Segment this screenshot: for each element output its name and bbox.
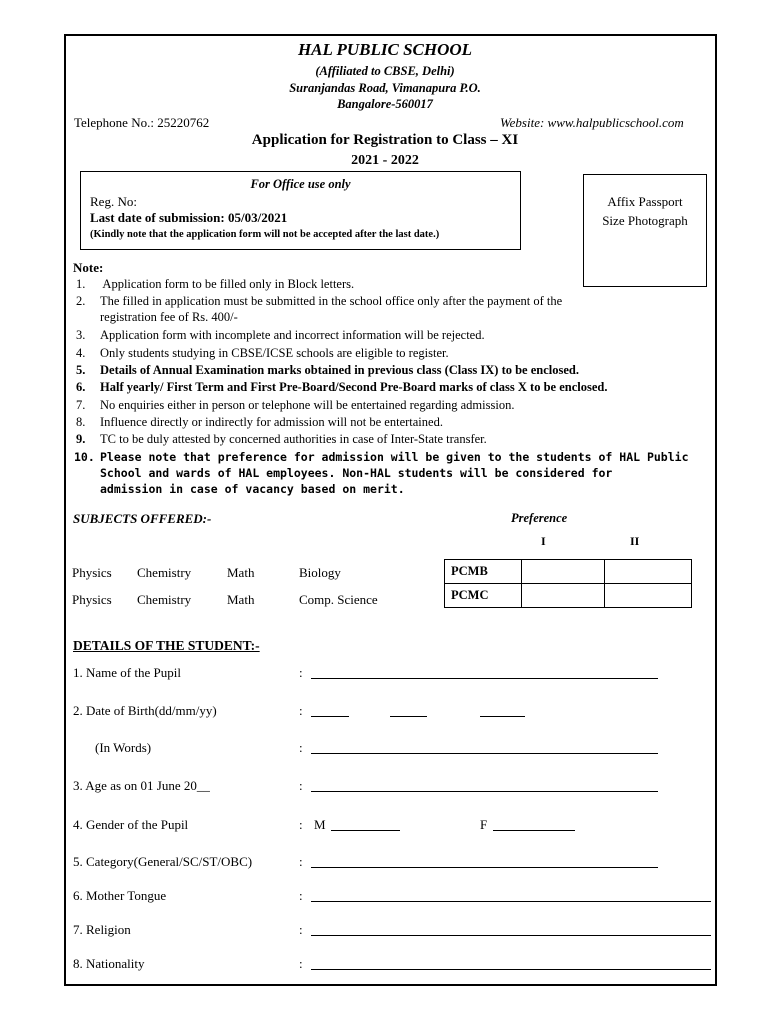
colon: : <box>299 956 303 971</box>
school-name: HAL PUBLIC SCHOOL <box>297 40 473 59</box>
dob-words-label: (In Words) <box>95 740 152 755</box>
form-title: Application for Registration to Class – XI <box>251 132 519 148</box>
stream-code-pcmc: PCMC <box>445 584 522 608</box>
colon: : <box>299 665 303 680</box>
nationality-field[interactable] <box>311 969 711 970</box>
name-field[interactable] <box>311 678 658 679</box>
table-row <box>445 560 692 584</box>
note-item: 4. Only students studying in CBSE/ICSE schools are eligible to register. <box>76 346 449 360</box>
office-heading: For Office use only <box>250 177 351 191</box>
subject-physics: Physics <box>72 592 112 607</box>
note-item: 3. Application form with incomplete and incorrect information will be rejected. <box>76 328 485 342</box>
colon: : <box>299 922 303 937</box>
colon: : <box>299 854 303 869</box>
note-item: 8. Influence directly or indirectly for admission will not be entertained. <box>76 415 443 429</box>
note-item: 2. The filled in application must be submitted in the school office only after the payment of the <box>76 294 563 308</box>
note-item: 5. Details of Annual Examination marks obtained in previous class (Class IX) to be enclosed. <box>76 363 579 377</box>
dob-day-field[interactable] <box>311 716 349 717</box>
pcmb-preference-1-cell[interactable] <box>522 560 605 584</box>
gender-m-field[interactable] <box>331 830 400 831</box>
photo-label-line1: Affix Passport <box>607 194 683 209</box>
gender-m-label: M <box>314 817 326 832</box>
dob-year-field[interactable] <box>480 716 525 717</box>
dob-month-field[interactable] <box>390 716 427 717</box>
note-item: 1. Application form to be filled only in Block letters. <box>76 277 355 291</box>
gender-label: 4. Gender of the Pupil <box>73 817 189 832</box>
note-item: 9. TC to be duly attested by concerned authorities in case of Inter-State transfer. <box>76 432 487 446</box>
school-city: Bangalore-560017 <box>337 97 433 111</box>
nationality-label: 8. Nationality <box>73 956 145 971</box>
table-row <box>445 584 692 608</box>
subject-chemistry: Chemistry <box>137 565 192 580</box>
last-date: Last date of submission: 05/03/2021 <box>90 210 288 225</box>
photo-box[interactable] <box>583 174 707 287</box>
dob-words-field[interactable] <box>311 753 658 754</box>
pcmc-preference-1-cell[interactable] <box>522 584 605 608</box>
religion-label: 7. Religion <box>73 922 131 937</box>
photo-label-line2: Size Photograph <box>602 213 688 228</box>
preference-label: Preference <box>511 511 568 525</box>
note-item: 10. Please note that preference for admission will be given to the students of HAL Public <box>74 450 689 464</box>
religion-field[interactable] <box>311 935 711 936</box>
pcmc-preference-2-cell[interactable] <box>605 584 692 608</box>
dob-label: 2. Date of Birth(dd/mm/yy) <box>73 703 217 718</box>
academic-year: 2021 - 2022 <box>351 153 419 168</box>
gender-f-field[interactable] <box>493 830 575 831</box>
note-item: 7. No enquiries either in person or telephone will be entertained regarding admission. <box>76 398 515 412</box>
subject-biology: Biology <box>299 565 341 580</box>
subject-chemistry: Chemistry <box>137 592 192 607</box>
subject-math: Math <box>227 565 255 580</box>
preference-col-2: II <box>630 534 640 548</box>
mother-tongue-field[interactable] <box>311 901 711 902</box>
note-continuation: admission in case of vacancy based on merit. <box>100 482 405 496</box>
notes-heading: Note: <box>73 260 104 275</box>
website: Website: www.halpublicschool.com <box>500 115 684 130</box>
age-label: 3. Age as on 01 June 20__ <box>73 778 210 793</box>
stream-code-pcmb: PCMB <box>445 560 522 584</box>
colon: : <box>299 817 303 832</box>
telephone: Telephone No.: 25220762 <box>74 115 210 130</box>
mother-tongue-label: 6. Mother Tongue <box>73 888 167 903</box>
affiliation: (Affiliated to CBSE, Delhi) <box>315 64 455 78</box>
subjects-heading: SUBJECTS OFFERED:- <box>73 511 212 526</box>
category-field[interactable] <box>311 867 658 868</box>
category-label: 5. Category(General/SC/ST/OBC) <box>73 854 253 869</box>
student-details-heading: DETAILS OF THE STUDENT:- <box>73 638 260 653</box>
preference-table <box>444 559 692 608</box>
colon: : <box>299 888 303 903</box>
note-continuation: School and wards of HAL employees. Non-HAL students will be considered for <box>100 466 613 480</box>
subject-comp-science: Comp. Science <box>299 592 378 607</box>
preference-col-1: I <box>541 534 546 548</box>
submission-notice: (Kindly note that the application form will not be accepted after the last date.) <box>90 229 440 240</box>
gender-f-label: F <box>480 817 488 832</box>
age-field[interactable] <box>311 791 658 792</box>
subject-physics: Physics <box>72 565 112 580</box>
name-label: 1. Name of the Pupil <box>73 665 181 680</box>
reg-no-label: Reg. No: <box>90 194 137 209</box>
school-address: Suranjandas Road, Vimanapura P.O. <box>289 81 481 95</box>
colon: : <box>299 778 303 793</box>
note-item: 6. Half yearly/ First Term and First Pre-Board/Second Pre-Board marks of class X to be enclosed. <box>76 380 608 394</box>
colon: : <box>299 740 303 755</box>
office-use-box <box>80 171 521 250</box>
note-continuation: registration fee of Rs. 400/- <box>100 310 238 324</box>
pcmb-preference-2-cell[interactable] <box>605 560 692 584</box>
colon: : <box>299 703 303 718</box>
subject-math: Math <box>227 592 255 607</box>
